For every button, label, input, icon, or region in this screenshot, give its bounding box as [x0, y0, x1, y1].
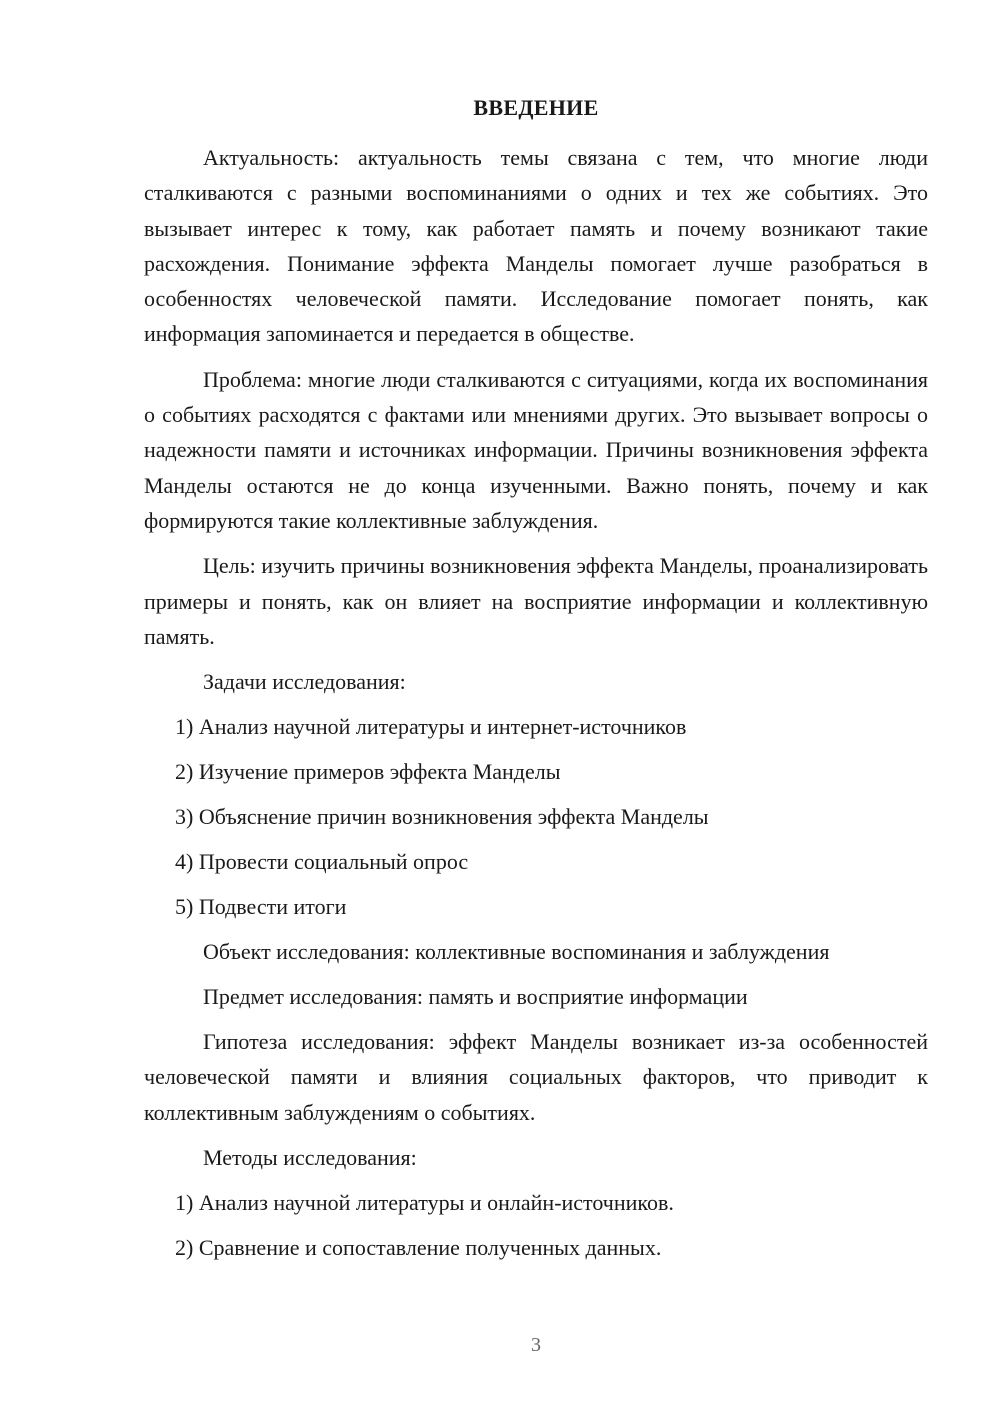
task-item: 2) Изучение примеров эффекта Манделы [175, 759, 561, 785]
research-object: Объект исследования: коллективные воспоминания и заблуждения [203, 939, 830, 965]
page-title: ВВЕДЕНИЕ [473, 95, 599, 120]
tasks-label: Задачи исследования: [203, 669, 406, 695]
method-item: 1) Анализ научной литературы и онлайн-источников. [175, 1190, 674, 1216]
page-content [144, 94, 928, 1275]
methods-label: Методы исследования: [203, 1145, 417, 1171]
task-item: 1) Анализ научной литературы и интернет-источников [175, 714, 687, 740]
research-subject: Предмет исследования: память и восприятие информации [203, 984, 748, 1010]
task-item: 4) Провести социальный опрос [175, 849, 469, 875]
relevance-paragraph: Актуальность: актуальность темы связана с тем, что многие люди сталкиваются с разными воспоминаниями о одних и тех же событиях. Это вызывает интерес к тому, как работает память и почему возникают такие расхождения. Понимание эффекта Манделы помогает лучше разобраться в особенностях человеческой памяти. Исследование помогает понять, как информация запоминается и передается в обществе. [144, 145, 928, 347]
problem-paragraph: Проблема: многие люди сталкиваются с ситуациями, когда их воспоминания о событиях расходятся с фактами или мнениями других. Это вызывает вопросы о надежности памяти и источниках информации. Причины возникновения эффекта Манделы остаются не до конца изученными. Важно понять, почему и как формируются такие коллективные заблуждения. [144, 366, 928, 533]
method-item: 2) Сравнение и сопоставление полученных данных. [175, 1235, 662, 1261]
goal-paragraph: Цель: изучить причины возникновения эффекта Манделы, проанализировать примеры и понять, как он влияет на восприятие информации и коллективную память. [144, 553, 928, 649]
page-number: 3 [531, 1334, 541, 1356]
task-item: 5) Подвести итоги [175, 894, 347, 920]
hypothesis-paragraph: Гипотеза исследования: эффект Манделы возникает из-за особенностей человеческой памяти и влияния социальных факторов, что приводит к коллективным заблуждениям о событиях. [144, 1029, 928, 1125]
task-item: 3) Объяснение причин возникновения эффекта Манделы [175, 804, 709, 830]
